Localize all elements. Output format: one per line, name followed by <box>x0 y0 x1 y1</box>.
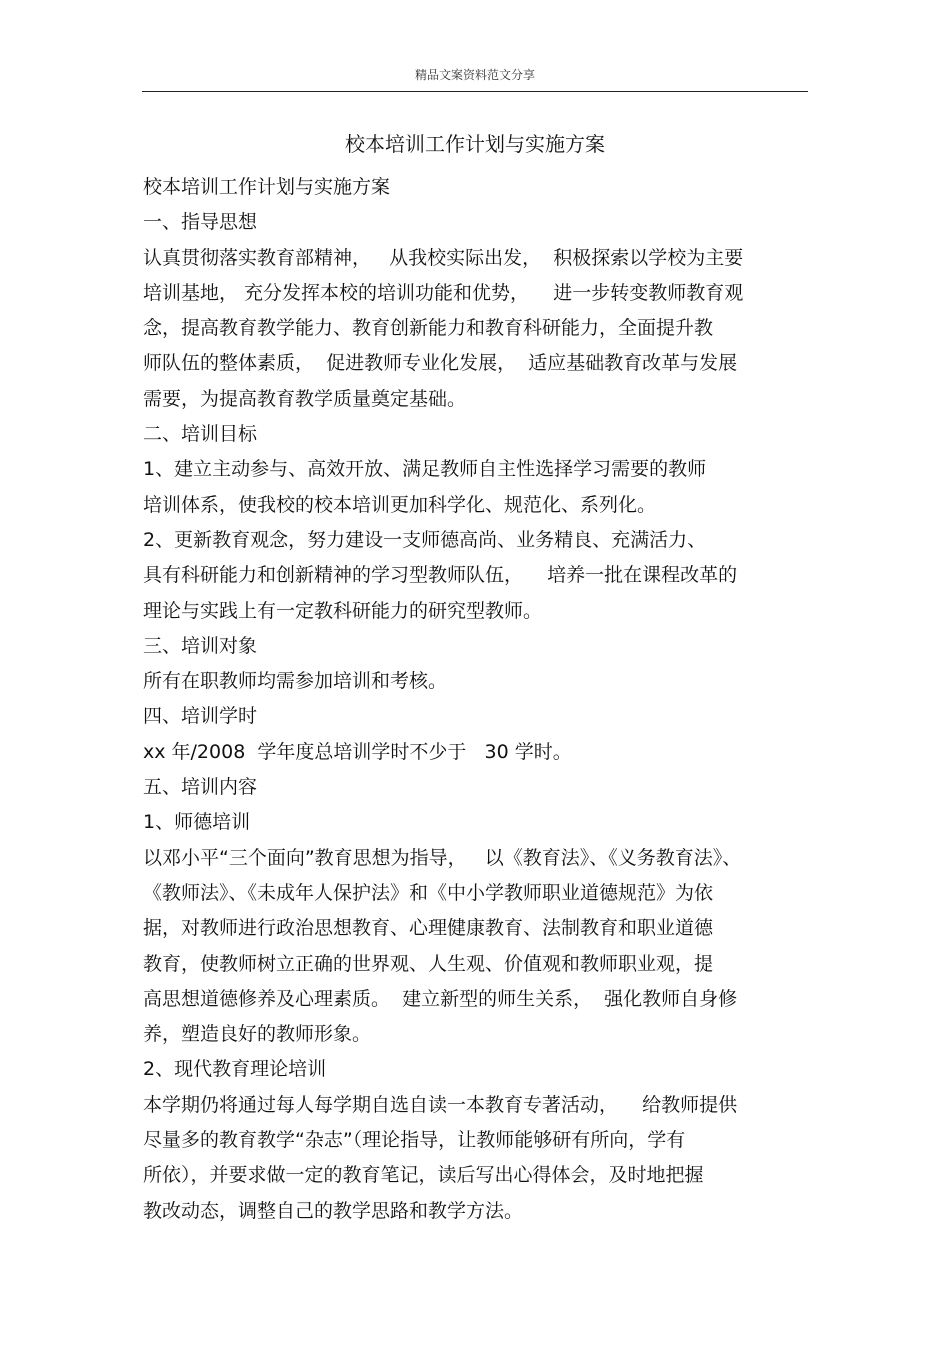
text-line: 2、更新教育观念，努力建设一支师德高尚、业务精良、充满活力、 <box>143 528 707 551</box>
text-line: xx 年/2008 学年度总培训学时不少于 30 学时。 <box>143 740 572 763</box>
text-line: 以邓小平“三个面向”教育思想为指导， 以《教育法》、《义务教育法》、 <box>143 846 742 869</box>
text-line: 2、现代教育理论培训 <box>143 1058 327 1081</box>
text-line: 1、建立主动参与、高效开放、满足教师自主性选择学习需要的教师 <box>143 458 707 481</box>
text-line: 认真贯彻落实教育部精神， 从我校实际出发， 积极探索以学校为主要 <box>143 246 744 269</box>
text-line: 校本培训工作计划与实施方案 <box>143 176 391 198</box>
document-title: 校本培训工作计划与实施方案 <box>345 132 605 156</box>
text-line: 培训体系，使我校的校本培训更加科学化、规范化、系列化。 <box>143 493 657 516</box>
text-line: 所有在职教师均需参加培训和考核。 <box>143 670 448 693</box>
text-line: 高思想道德修养及心理素质。 建立新型的师生关系， 强化教师自身修 <box>143 987 738 1010</box>
text-line: 五、培训内容 <box>143 776 258 799</box>
text-line: 养，塑造良好的教师形象。 <box>143 1023 372 1046</box>
text-line: 师队伍的整体素质， 促进教师专业化发展， 适应基础教育改革与发展 <box>143 352 738 375</box>
document-body <box>143 170 823 1229</box>
text-line: 本学期仍将通过每人每学期自选自读一本教育专著活动， 给教师提供 <box>143 1093 738 1116</box>
text-line: 《教师法》、《未成年人保护法》和《中小学教师职业道德规范》为依 <box>143 881 714 904</box>
header-divider <box>142 91 808 92</box>
text-line: 教改动态，调整自己的教学思路和教学方法。 <box>143 1199 524 1222</box>
page-header: 精品文案资料范文分享 <box>414 68 535 82</box>
text-line: 三、培训对象 <box>143 634 258 657</box>
text-line: 培训基地， 充分发挥本校的培训功能和优势， 进一步转变教师教育观 <box>143 281 744 304</box>
text-line: 所依），并要求做一定的教育笔记，读后写出心得体会，及时地把握 <box>143 1164 704 1187</box>
text-line: 1、师德培训 <box>143 811 251 834</box>
text-line: 一、指导思想 <box>143 211 258 234</box>
text-line: 尽量多的教育教学“杂志”（理论指导，让教师能够研有所向，学有 <box>143 1129 686 1152</box>
text-line: 需要，为提高教育教学质量奠定基础。 <box>143 387 467 410</box>
text-line: 二、培训目标 <box>143 423 258 446</box>
text-line: 据，对教师进行政治思想教育、心理健康教育、法制教育和职业道德 <box>143 917 714 940</box>
text-line: 具有科研能力和创新精神的学习型教师队伍， 培养一批在课程改革的 <box>143 564 738 587</box>
text-line: 教育，使教师树立正确的世界观、人生观、价值观和教师职业观，提 <box>143 952 714 975</box>
text-line: 四、培训学时 <box>143 705 258 728</box>
text-line: 理论与实践上有一定教科研能力的研究型教师。 <box>143 599 543 622</box>
text-line: 念，提高教育教学能力、教育创新能力和教育科研能力，全面提升教 <box>143 317 714 340</box>
